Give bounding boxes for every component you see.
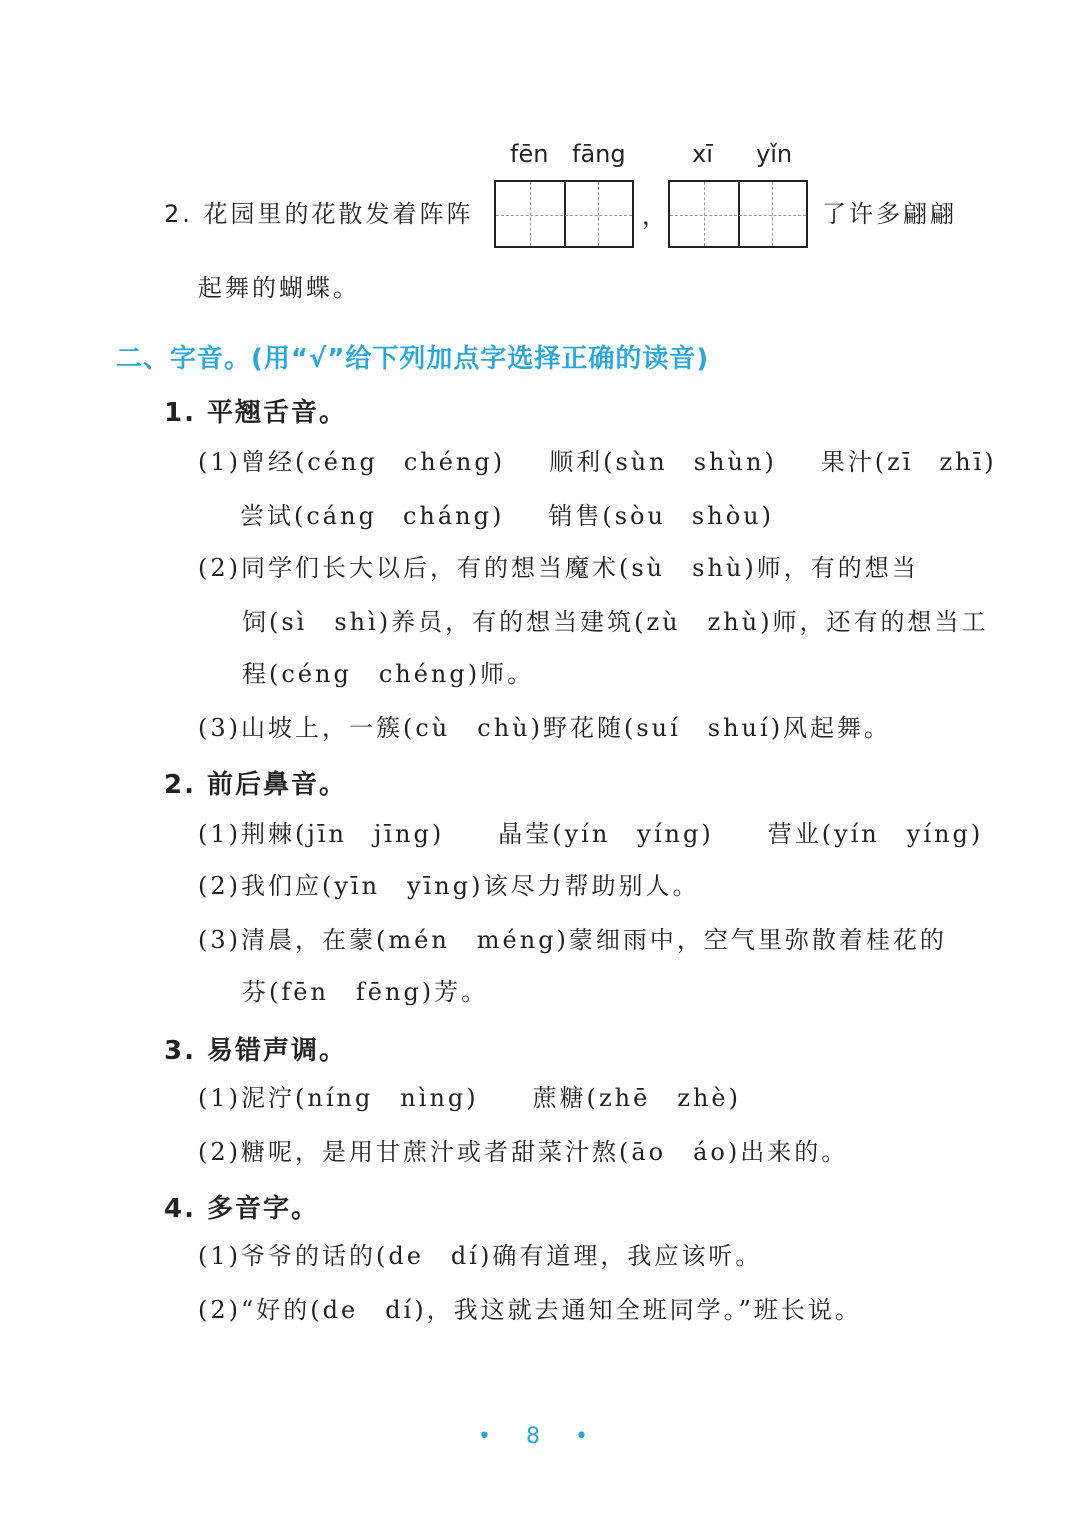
part2-line1: (1)荆棘(jīn jīng) 晶莹(yín yíng) 营业(yín yíng) <box>198 820 984 848</box>
part1-heading: 1. 平翘舌音。 <box>164 398 348 428</box>
part4-line2: (2)“好的(de dí)，我这就去通知全班同学。”班长说。 <box>198 1296 862 1324</box>
q2-after: 了许多翩翩 <box>822 200 957 228</box>
part4-line1: (1)爷爷的话的(de dí)确有道理，我应该听。 <box>198 1242 763 1270</box>
part1-line4: 饲(sì shì)养员，有的想当建筑(zù zhù)师，还有的想当工 <box>242 608 989 636</box>
q2-comma: ， <box>642 202 669 230</box>
q2-number: 2. <box>164 200 193 228</box>
part3-line2: (2)糖呢，是用甘蔗汁或者甜菜汁熬(āo áo)出来的。 <box>198 1138 849 1166</box>
page-number: • 8 • <box>478 1424 602 1449</box>
part1-line6: (3)山坡上，一簇(cù chù)野花随(suí shuí)风起舞。 <box>198 714 892 742</box>
answer-box-2[interactable] <box>668 180 808 248</box>
part1-line2: 尝试(cáng cháng) 销售(sòu shòu) <box>240 502 774 530</box>
pinyin-fang: fāng <box>572 140 626 168</box>
q2-before: 花园里的花散发着阵阵 <box>203 200 474 228</box>
part3-heading: 3. 易错声调。 <box>164 1036 348 1066</box>
part3-line1: (1)泥泞(níng nìng) 蔗糖(zhē zhè) <box>198 1084 741 1112</box>
q2-text <box>164 198 474 230</box>
q2-continuation: 起舞的蝴蝶。 <box>198 274 360 302</box>
section-title: 二、字音。(用“√”给下列加点字选择正确的读音) <box>116 344 710 374</box>
answer-box-1[interactable] <box>494 180 634 248</box>
part1-line3: (2)同学们长大以后，有的想当魔术(sù shù)师，有的想当 <box>198 554 919 582</box>
part2-heading: 2. 前后鼻音。 <box>164 770 348 800</box>
part2-line2: (2)我们应(yīn yīng)该尽力帮助别人。 <box>198 872 700 900</box>
part2-line3: (3)清晨，在蒙(mén méng)蒙细雨中，空气里弥散着桂花的 <box>198 926 947 954</box>
part4-heading: 4. 多音字。 <box>164 1194 320 1224</box>
part1-line1: (1)曾经(céng chéng) 顺利(sùn shùn) 果汁(zī zhī) <box>198 448 997 476</box>
pinyin-yin: yǐn <box>756 140 793 168</box>
part2-line4: 芬(fēn fēng)芳。 <box>242 978 489 1006</box>
pinyin-fen: fēn <box>510 140 549 168</box>
pinyin-xi: xī <box>692 140 713 168</box>
part1-line5: 程(céng chéng)师。 <box>242 660 535 688</box>
